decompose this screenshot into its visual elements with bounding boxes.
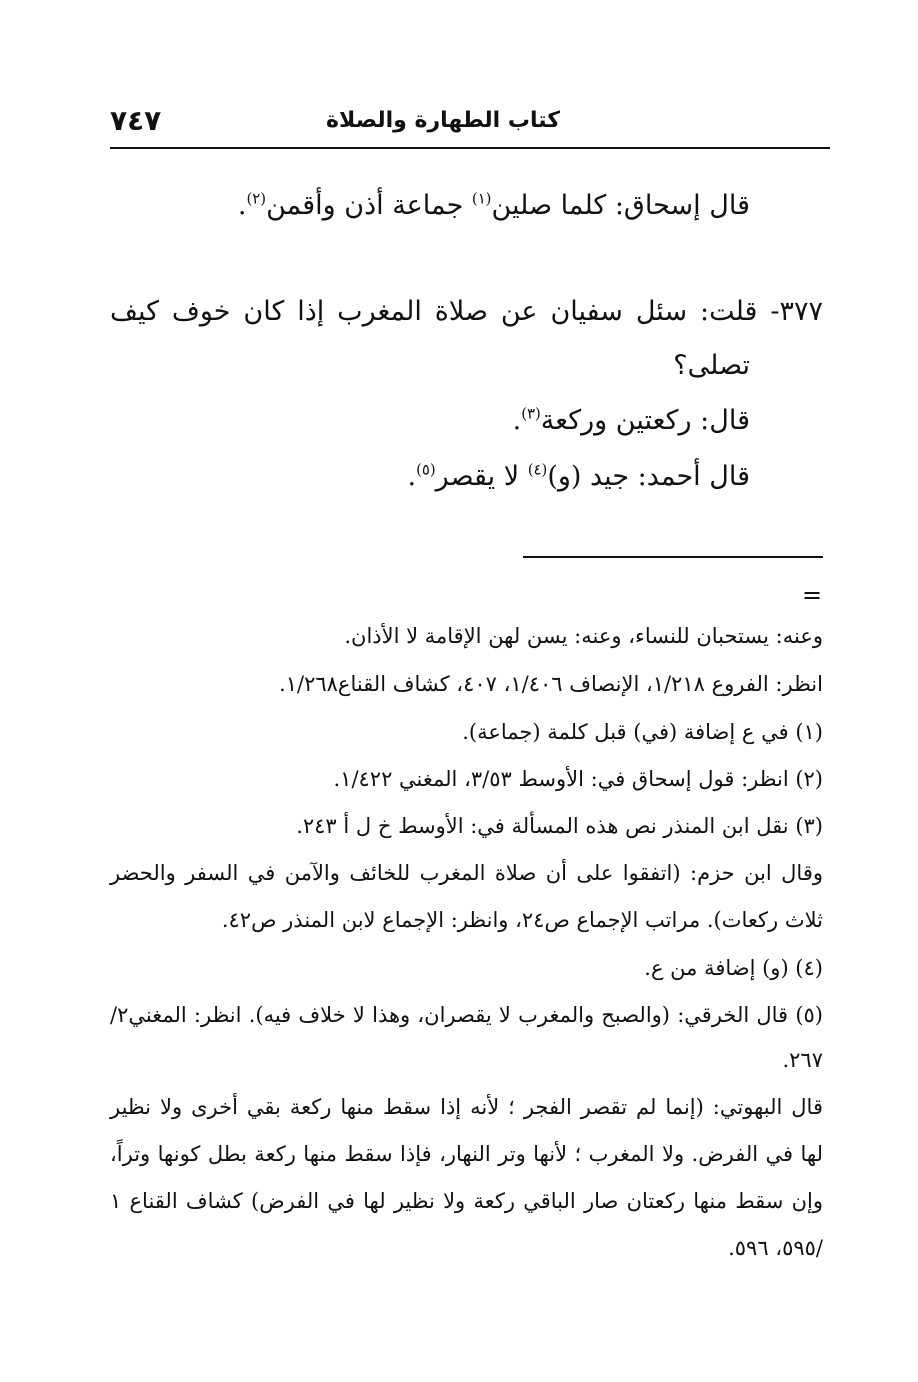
page-number: ٧٤٧: [110, 104, 162, 137]
question-377-line-2: تصلى؟: [673, 350, 750, 381]
question-377-ahmad: قال أحمد: جيد (و)$^{(٤)}$ لا يقصر$^{(٥)}$.: [407, 460, 750, 492]
continuation-mark: =: [802, 581, 823, 609]
footnote-ref-4: (٤): [527, 460, 548, 479]
footnote-5-line-2: ٢٦٧.: [782, 1048, 823, 1072]
footnote-ref-5: (٥): [416, 460, 436, 479]
header-rule: [110, 147, 830, 149]
footnote-3: (٣) نقل ابن المنذر نص هذه المسألة في: الأوسط خ ل أ ٢٤٣.: [296, 814, 823, 838]
footnote-continuation-2: انظر: الفروع ١/٢١٨، الإنصاف ١/٤٠٦، ٤٠٧، كشاف القناع١/٢٦٨.: [279, 672, 823, 696]
footnote-3-line-2: وقال ابن حزم: (اتفقوا على أن صلاة المغرب للخائف والآمن في السفر والحضر: [110, 861, 823, 885]
footnote-5-line-3: قال البهوتي: (إنما لم تقصر الفجر ؛ لأنه إذا سقط منها ركعة بقي أخرى ولا نظير: [110, 1095, 823, 1119]
footnote-5-line-6: /٥٩٥، ٥٩٦.: [728, 1236, 823, 1260]
footnote-1: (١) في ع إضافة (في) قبل كلمة (جماعة).: [462, 720, 823, 744]
footnote-2: (٢) انظر: قول إسحاق في: الأوسط ٣/٥٣، المغني ١/٤٢٢.: [333, 767, 823, 791]
footnote-continuation-1: وعنه: يستحبان للنساء، وعنه: يسن لهن الإقامة لا الأذان.: [344, 624, 823, 648]
page-header: [110, 104, 830, 144]
footnote-separator: [523, 556, 823, 558]
question-377-answer: قال: ركعتين وركعة$^{(٣)}$.: [512, 404, 750, 436]
running-title: كتاب الطهارة والصلاة: [326, 108, 560, 133]
footnote-ref-1: (١): [471, 189, 492, 208]
footnote-5-line-5: وإن سقط منها ركعتان صار الباقي ركعة ولا نظير لها في الفرض) كشاف القناع ١: [110, 1189, 823, 1213]
footnote-5-line-4: لها في الفرض. ولا المغرب ؛ لأنها وتر النهار، فإذا سقط منها ركعة بطل كونها وتراً،: [110, 1142, 823, 1166]
footnote-3-line-3: ثلاث ركعات). مراتب الإجماع ص٢٤، وانظر: الإجماع لابن المنذر ص٤٢.: [221, 908, 823, 932]
main-line-ishaq: قال إسحاق: كلما صلين$^{(١)}$ جماعة أذن وأقمن$^{(٢)}$.: [237, 189, 750, 221]
footnote-5-line-1: (٥) قال الخرقي: (والصبح والمغرب لا يقصران، وهذا لا خلاف فيه). انظر: المغني٢/: [110, 1003, 823, 1027]
footnote-4: (٤) (و) إضافة من ع.: [644, 956, 823, 980]
footnote-ref-3: (٣): [521, 404, 541, 423]
question-377-line-1: ٣٧٧- قلت: سئل سفيان عن صلاة المغرب إذا كان خوف كيف: [110, 296, 823, 327]
footnote-ref-2: (٢): [246, 189, 267, 208]
